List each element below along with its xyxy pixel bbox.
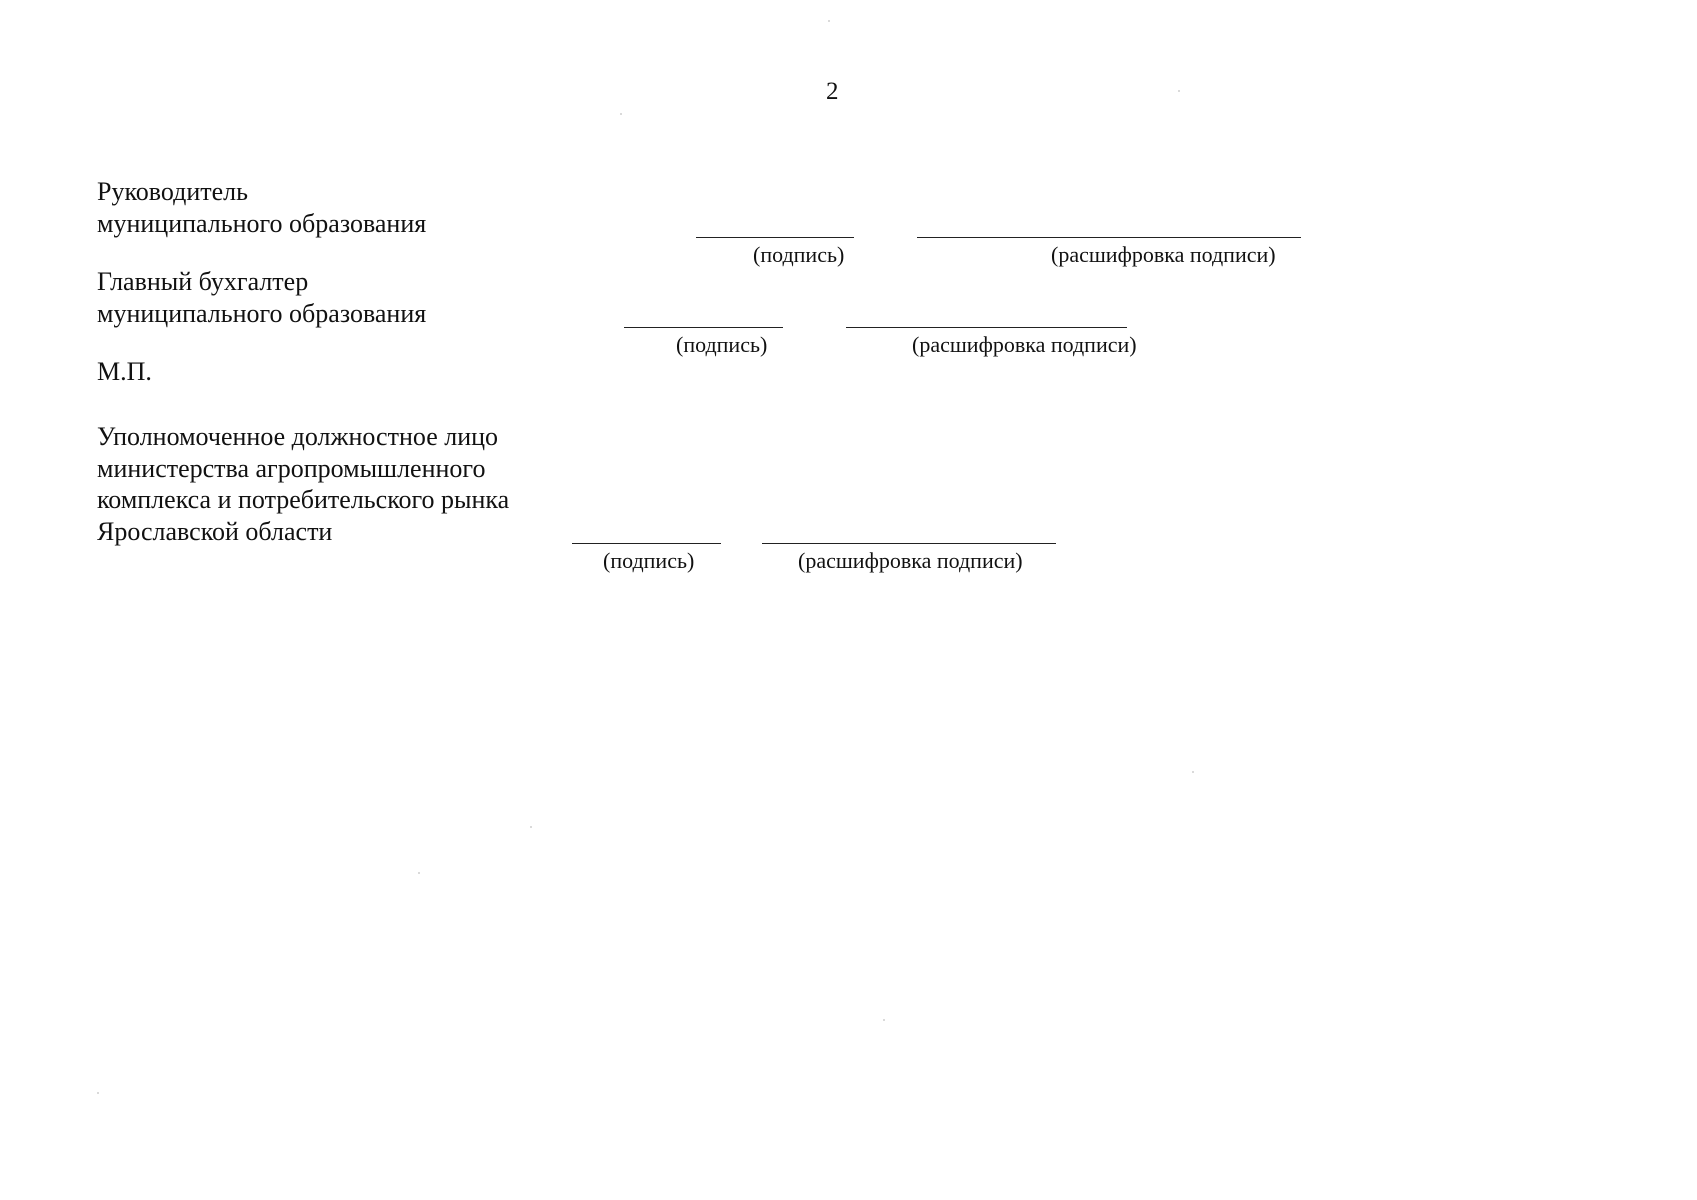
head-title <box>97 176 426 239</box>
official-title-line-1: Уполномоченное должностное лицо <box>97 422 499 451</box>
scan-speck <box>883 1019 885 1021</box>
head-name-caption: (расшифровка подписи) <box>1051 242 1276 267</box>
head-signature-line[interactable] <box>696 237 854 238</box>
scan-speck <box>620 113 622 115</box>
accountant-name-line[interactable] <box>846 327 1127 328</box>
official-title-line-2: министерства агропромышленного <box>97 453 486 483</box>
accountant-name-caption: (расшифровка подписи) <box>912 332 1137 357</box>
accountant-title-line-2: муниципального образования <box>97 298 427 328</box>
head-name-line[interactable] <box>917 237 1301 238</box>
seal-place-label: М.П. <box>97 357 152 386</box>
scan-speck <box>1192 771 1194 773</box>
official-title <box>97 421 509 547</box>
accountant-signature-caption: (подпись) <box>676 332 768 357</box>
scan-speck <box>1178 90 1180 92</box>
head-title-line-2: муниципального образования <box>97 208 427 238</box>
official-signature-line[interactable] <box>572 543 721 544</box>
official-title-line-3: комплекса и потребительского рынка <box>97 485 510 514</box>
seal-place <box>97 356 152 388</box>
scan-speck <box>97 1092 99 1094</box>
scan-speck <box>530 826 532 828</box>
official-signature-caption: (подпись) <box>603 548 695 573</box>
official-title-line-4: Ярославской области <box>97 516 333 546</box>
accountant-signature-line[interactable] <box>624 327 783 328</box>
accountant-title-line-1: Главный бухгалтер <box>97 267 309 296</box>
head-title-line-1: Руководитель <box>97 177 248 206</box>
official-name-line[interactable] <box>762 543 1056 544</box>
accountant-title <box>97 266 426 329</box>
head-signature-caption: (подпись) <box>753 242 845 267</box>
page-number: 2 <box>826 78 839 105</box>
scan-speck <box>418 872 420 874</box>
scan-speck <box>828 20 830 22</box>
official-name-caption: (расшифровка подписи) <box>798 548 1023 573</box>
